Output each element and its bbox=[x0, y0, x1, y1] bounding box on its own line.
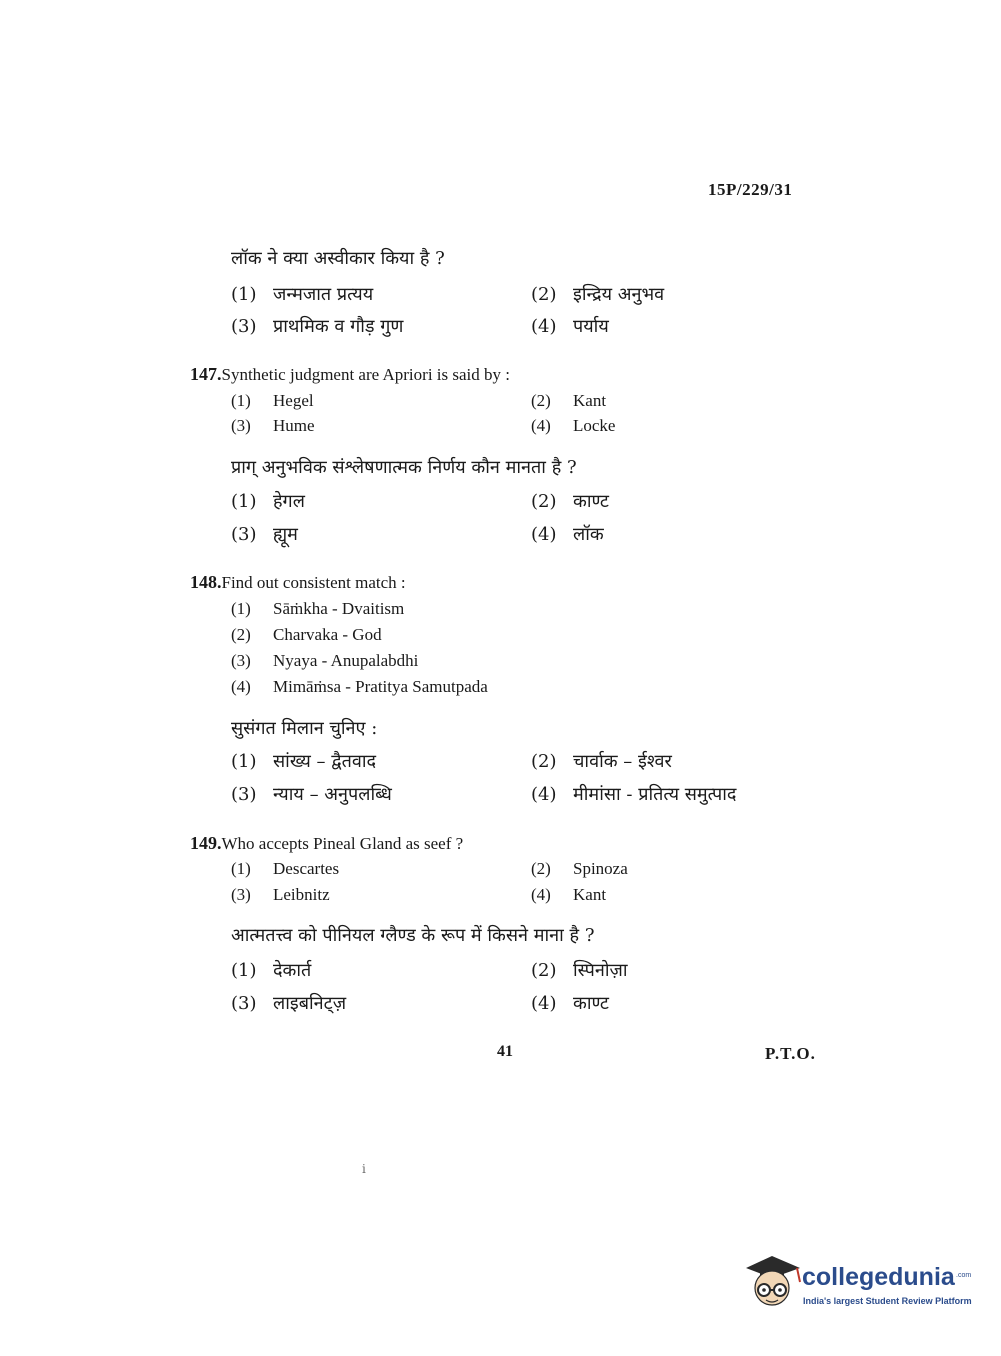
q147-option-4: (4) Locke bbox=[531, 416, 616, 435]
q149-option-hi-2: (2) स्पिनोज़ा bbox=[531, 960, 628, 981]
q148-question: 148.Find out consistent match : bbox=[190, 572, 406, 592]
q146-option-2: (2) इन्द्रिय अनुभव bbox=[531, 284, 665, 305]
q146-question-hi: लॉक ने क्या अस्वीकार किया है ? bbox=[231, 248, 445, 269]
q148-option-hi-1: (1) सांख्य – द्वैतवाद bbox=[231, 751, 377, 772]
q148-option-hi-3: (3) न्याय – अनुपलब्धि bbox=[231, 784, 392, 805]
q149-option-1: (1) Descartes bbox=[231, 859, 340, 878]
q147-option-hi-2: (2) काण्ट bbox=[531, 491, 609, 512]
q148-option-2: (2) Charvaka - God bbox=[231, 625, 382, 644]
q149-option-3: (3) Leibnitz bbox=[231, 885, 330, 904]
q149-question: 149.Who accepts Pineal Gland as seef ? bbox=[190, 833, 464, 853]
q148-option-4: (4) Mimāṁsa - Pratitya Samutpada bbox=[231, 677, 488, 696]
q148-question-hi: सुसंगत मिलान चुनिए : bbox=[231, 718, 378, 739]
q147-question-hi: प्राग् अनुभविक संश्लेषणात्मक निर्णय कौन मानता है ? bbox=[231, 457, 577, 478]
q147-option-1: (1) Hegel bbox=[231, 391, 314, 410]
q149-option-hi-3: (3) लाइबनिट्ज़ bbox=[231, 993, 347, 1014]
q149-option-hi-4: (4) काण्ट bbox=[531, 993, 609, 1014]
q149-option-2: (2) Spinoza bbox=[531, 859, 628, 878]
q149-question-hi: आत्मतत्त्व को पीनियल ग्लैण्ड के रूप में किसने माना है ? bbox=[231, 925, 595, 946]
pto-label: P.T.O. bbox=[765, 1044, 816, 1063]
q148-option-hi-2: (2) चार्वाक – ईश्वर bbox=[531, 751, 672, 772]
q146-option-1: (1) जन्मजात प्रत्यय bbox=[231, 284, 374, 305]
q148-option-1: (1) Sāṁkha - Dvaitism bbox=[231, 599, 405, 618]
q146-option-3: (3) प्राथमिक व गौड़ गुण bbox=[231, 316, 404, 337]
q147-option-2: (2) Kant bbox=[531, 391, 607, 410]
collegedunia-brand: collegedunia bbox=[802, 1263, 955, 1291]
q146-option-4: (4) पर्याय bbox=[531, 316, 609, 337]
q147-question: 147.Synthetic judgment are Apriori is said by : bbox=[190, 364, 510, 384]
collegedunia-tagline: India's largest Student Review Platform bbox=[803, 1296, 972, 1306]
stray-mark: i bbox=[362, 1162, 366, 1176]
collegedunia-com: .com bbox=[956, 1272, 972, 1279]
paper-code: 15P/229/31 bbox=[708, 180, 793, 199]
q147-option-hi-1: (1) हेगल bbox=[231, 491, 305, 512]
q149-option-hi-1: (1) देकार्त bbox=[231, 960, 312, 981]
q148-option-hi-4: (4) मीमांसा - प्रतित्य समुत्पाद bbox=[531, 784, 737, 805]
q147-option-3: (3) Hume bbox=[231, 416, 315, 435]
q147-option-hi-4: (4) लॉक bbox=[531, 524, 604, 545]
q148-option-3: (3) Nyaya - Anupalabdhi bbox=[231, 651, 419, 670]
q147-option-hi-3: (3) ह्यूम bbox=[231, 524, 298, 545]
q149-option-4: (4) Kant bbox=[531, 885, 607, 904]
page-number: 41 bbox=[497, 1043, 513, 1060]
